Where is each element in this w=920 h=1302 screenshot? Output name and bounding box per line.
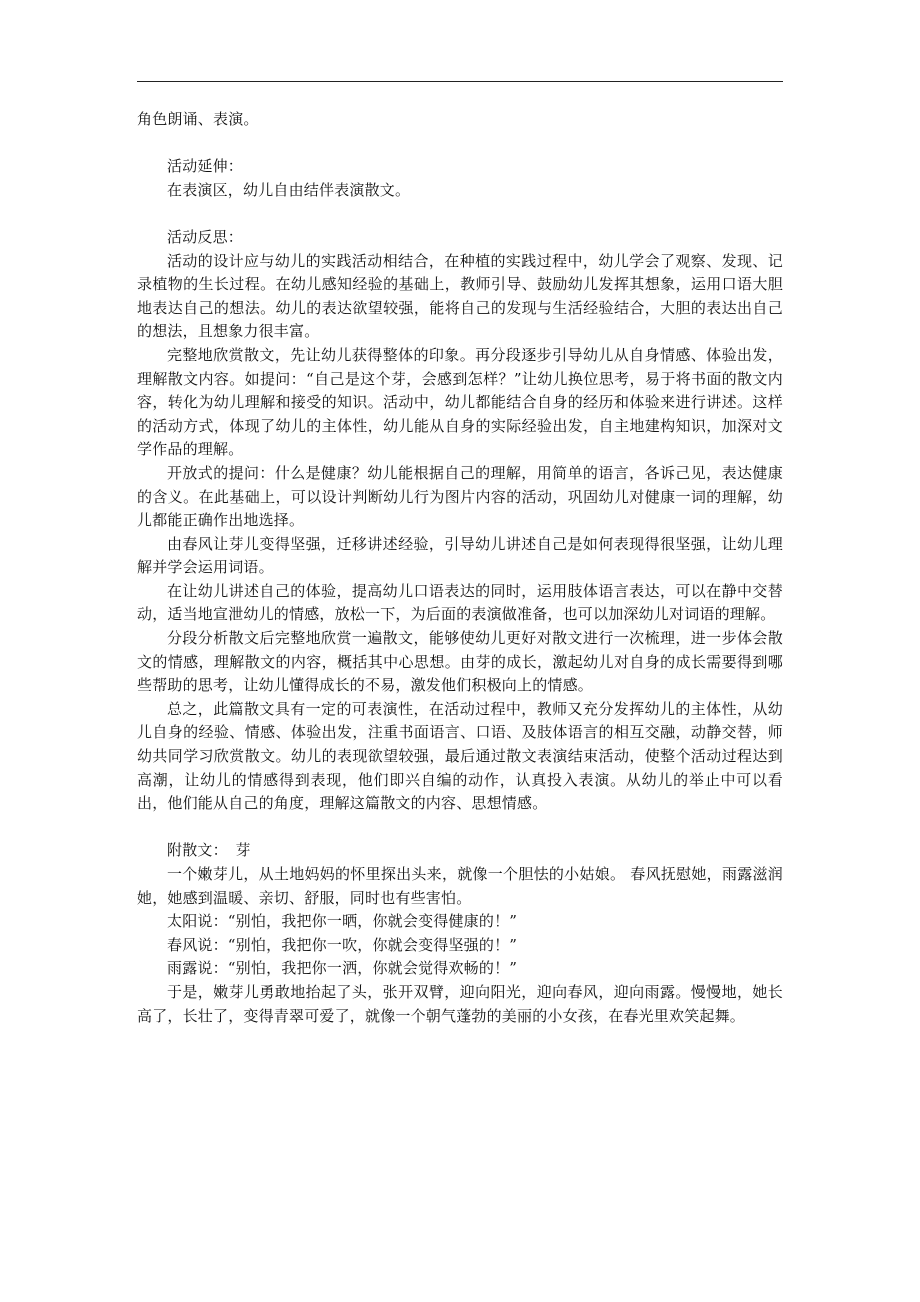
appendix-paragraph-2: 太阳说：“别怕，我把你一晒，你就会变得健康的！” xyxy=(167,912,518,931)
extension-heading: 活动延伸： xyxy=(167,157,244,176)
reflection-heading: 活动反思： xyxy=(167,227,244,246)
reflection-paragraph-5: 在让幼儿讲述自己的体验，提高幼儿口语表达的同时，运用肢体语言表达，可以在静中交替动，适当地宣泄幼儿的情感，放松一下，为后面的表演做准备，也可以加深幼儿对词语的理解。 xyxy=(137,581,783,624)
appendix-heading: 附散文： 芽 xyxy=(167,841,251,860)
paragraph-gap xyxy=(137,132,783,156)
reflection-paragraph-3: 开放式的提问：什么是健康？幼儿能根据自己的理解，用简单的语言，各诉己见，表达健康的含义。在此基础上，可以设计判断幼儿行为图片内容的活动，巩固幼儿对健康一词的理解，幼儿都能正确作出地选择。 xyxy=(137,463,783,530)
appendix-paragraph-3: 春风说：“别怕，我把你一吹，你就会变得坚强的！” xyxy=(167,935,518,954)
reflection-paragraph-2: 完整地欣赏散文，先让幼儿获得整体的印象。再分段逐步引导幼儿从自身情感、体验出发，理解散文内容。如提问：“自己是这个芽，会感到怎样？”让幼儿换位思考，易于将书面的散文内容，转化为幼儿理解和接受的知识。活动中，幼儿都能结合自身的经历和体验来进行讲述。这样的活动方式，体现了幼儿的主体性，幼儿能从自身的实际经验出发，自主地建构知识，加深对文学作品的理解。 xyxy=(137,345,783,459)
extension-text: 在表演区，幼儿自由结伴表演散文。 xyxy=(167,180,411,199)
header-rule xyxy=(137,81,783,82)
appendix-paragraph-4: 雨露说：“别怕，我把你一洒，你就会觉得欢畅的！” xyxy=(167,959,518,978)
paragraph-gap xyxy=(137,816,783,840)
reflection-paragraph-1: 活动的设计应与幼儿的实践活动相结合，在种植的实践过程中，幼儿学会了观察、发现、记录植物的生长过程。在幼儿感知经验的基础上，教师引导、鼓励幼儿发挥其想象，运用口语大胆地表达自己的想法。幼儿的表达欲望较强，能将自己的发现与生活经验结合，大胆的表达出自己的想法，且想象力很丰富。 xyxy=(137,251,783,341)
appendix-paragraph-5: 于是，嫩芽儿勇敢地抬起了头，张开双臂，迎向阳光，迎向春风，迎向雨露。慢慢地，她长高了，长壮了，变得青翠可爱了，就像一个朝气蓬勃的美丽的小女孩，在春光里欢笑起舞。 xyxy=(137,982,783,1025)
document-body xyxy=(137,108,783,1028)
paragraph-role-reading: 角色朗诵、表演。 xyxy=(137,110,259,128)
paragraph-gap xyxy=(137,202,783,226)
reflection-paragraph-4: 由春风让芽儿变得坚强，迁移讲述经验，引导幼儿讲述自己是如何表现得很坚强，让幼儿理解并学会运用词语。 xyxy=(137,534,783,577)
reflection-paragraph-7: 总之，此篇散文具有一定的可表演性，在活动过程中，教师又充分发挥幼儿的主体性，从幼儿自身的经验、情感、体验出发，注重书面语言、口语、及肢体语言的相互交融，动静交替，师幼共同学习欣赏散文。幼儿的表现欲望较强，最后通过散文表演结束活动，使整个活动过程达到高潮，让幼儿的情感得到表现，他们即兴自编的动作，认真投入表演。从幼儿的举止中可以看出，他们能从自己的角度，理解这篇散文的内容、思想情感。 xyxy=(137,699,783,813)
appendix-paragraph-1: 一个嫩芽儿，从土地妈妈的怀里探出头来，就像一个胆怯的小姑娘。 春风抚慰她，雨露滋润她，她感到温暖、亲切、舒服，同时也有些害怕。 xyxy=(137,865,783,907)
reflection-paragraph-6: 分段分析散文后完整地欣赏一遍散文，能够使幼儿更好对散文进行一次梳理，进一步体会散文的情感，理解散文的内容，概括其中心思想。由芽的成长，激起幼儿对自身的成长需要得到哪些帮助的思考，让幼儿懂得成长的不易，激发他们积极向上的情感。 xyxy=(137,629,783,695)
